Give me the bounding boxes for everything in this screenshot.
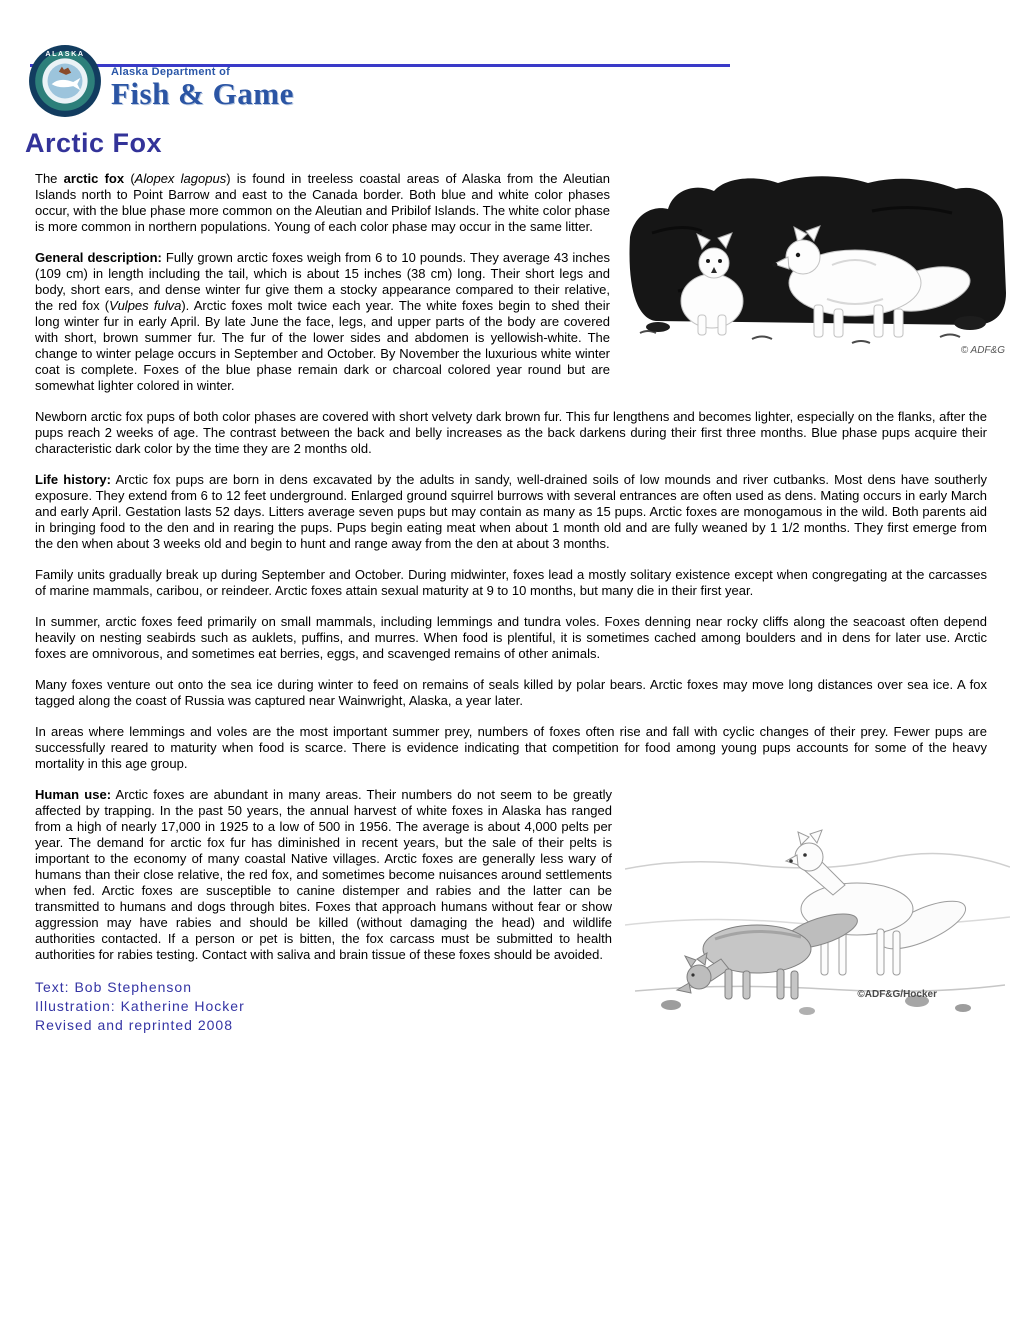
credit-line-revised: Revised and reprinted 2008 [35, 1017, 234, 1033]
paragraph-population-cycles: In areas where lemmings and voles are the most important summer prey, numbers of foxes often rise and fall with cyclic changes of their prey. Fewer pups are successfully reared to maturity when food is scarce. There is evidence indicating that competition for food among young pups accounts for some of the heavy mortality in this age group. [35, 724, 987, 771]
figure-foxes-sketch-bottom [625, 773, 1010, 1020]
paragraph-newborn-pups: Newborn arctic fox pups of both color phases are covered with short velvety dark brown fur. This fur lengthens and becomes lighter, especially on the flanks, after the pups reach 2 weeks of age. The contrast between the back and belly increases as the back darkens during their first three months. Blue phase pups acquire their characteristic dark color by the time they are 2 months old. [35, 409, 987, 456]
adfg-seal-icon [28, 44, 102, 118]
paragraph-summer-diet: In summer, arctic foxes feed primarily on small mammals, including lemmings and tundra voles. Foxes denning near rocky cliffs along the seacoast often depend heavily on nesting seabirds such as auklets, puffins, and murres. When food is plentiful, it is sometimes cached among boulders and in dens for later use. Arctic foxes are omnivorous, and sometimes eat berries, eggs, and scavenged remains of other animals. [35, 614, 987, 661]
paragraph-intro: The arctic fox (Alopex lagopus) is found in treeless coastal areas of Alaska from the Aleutian Islands north to Point Barrow and east to the Canada border. Both blue and white color phases occur, with the blue phase more common on the Aleutian and Pribilof Islands. The white color phase is more common in northern populations. Young of each color phase may occur in the same litter. [35, 171, 610, 234]
adfg-logo-link[interactable] [28, 44, 294, 118]
credit-line-illustrator: Illustration: Katherine Hocker [35, 998, 245, 1014]
paragraph-family-units: Family units gradually break up during September and October. During midwinter, foxes lead a mostly solitary existence except when congregating at the carcasses of marine mammals, caribou, or reindeer. Arctic foxes attain sexual maturity at 9 to 10 months, but many die in their first year. [35, 567, 987, 598]
foxes-sketch-illustration [625, 773, 1010, 1020]
figure-arctic-foxes-top [622, 173, 1012, 361]
arctic-foxes-pair-illustration [622, 173, 1012, 361]
article-body [35, 171, 1005, 1035]
figure-credit-adfg: © ADF&G [960, 345, 1005, 356]
adfg-wordmark [111, 44, 294, 111]
seal-alaska-text: ALASKA [45, 48, 85, 58]
paragraph-general-description: General description: Fully grown arctic foxes weigh from 6 to 10 pounds. They average 43 inches (109 cm) in length including the tail, which is about 15 inches (38 cm) long. Their short legs and body, short ears, and dense winter fur give them a stocky appearance compared to their relative, the red fox (Vulpes fulva). Arctic foxes molt twice each year. The white foxes begin to shed their long winter fur in early April. By late June the face, legs, and upper parts of the body are covered with short, brown summer fur. The fur of the lower sides and abdomen is yellowish-white. The change to winter pelage occurs in September and October. By November the luxurious white winter coat is complete. Foxes of the blue phase remain dark or charcoal colored year round but are somewhat lighter colored in winter. [35, 250, 611, 393]
paragraph-human-use: Human use: Arctic foxes are abundant in many areas. Their numbers do not seem to be greatly affected by trapping. In the past 50 years, the annual harvest of white foxes in Alaska has ranged from a high of nearly 17,000 in 1925 to a low of 500 in 1956. The average is about 4,000 pelts per year. The demand for arctic fox fur has diminished in recent years, but the sale of their pelts is important to the economy of many coastal Native villages. Arctic foxes are generally less wary of humans than their close relative, the red fox, and sometimes become nuisances around settlements when fed. Arctic foxes are susceptible to canine distemper and rabies and the latter can be transmitted to humans and dogs through bites. Foxes that approach humans without fear or show aggression may have rabies and should be killed (without damaging the head) and wildlife authorities contacted. If a person or pet is bitten, the fox carcass must be submitted to health authorities for rabies testing. Contact with saliva and brain tissue of these foxes should be avoided. [35, 787, 613, 962]
paragraph-life-history: Life history: Arctic fox pups are born in dens excavated by the adults in sandy, well-drained soils of low mounds and river cutbanks. Most dens have southerly exposure. They extend from 6 to 12 feet underground. Enlarged ground squirrel burrows with several entrances are often used as dens. Mating occurs in early March and early April. Gestation lasts 52 days. Litters average seven pups but may contain as many as 15 pups. Arctic foxes are monogamous in the wild. Both parents aid in bringing food to the den and in rearing the pups. Pups begin eating meat when about 1 month old and are fully weaned by 1 1/2 months. They first emerge from the den when about 3 weeks old and begin to hunt and range away from the den at about 3 months. [35, 472, 987, 551]
page-header [0, 0, 1020, 122]
paragraph-sea-ice: Many foxes venture out onto the sea ice during winter to feed on remains of seals killed by polar bears. Arctic foxes may move long distances over sea ice. A fox tagged along the coast of Russia was captured near Wainwright, Alaska, a year later. [35, 677, 987, 708]
dept-name-text: Fish & Game [111, 76, 294, 111]
dept-line-text: Alaska Department of [111, 66, 231, 78]
page-title: Arctic Fox [25, 128, 163, 158]
credit-line-text-author: Text: Bob Stephenson [35, 979, 192, 995]
figure-credit-hocker: ©ADF&G/Hocker [857, 989, 937, 1000]
